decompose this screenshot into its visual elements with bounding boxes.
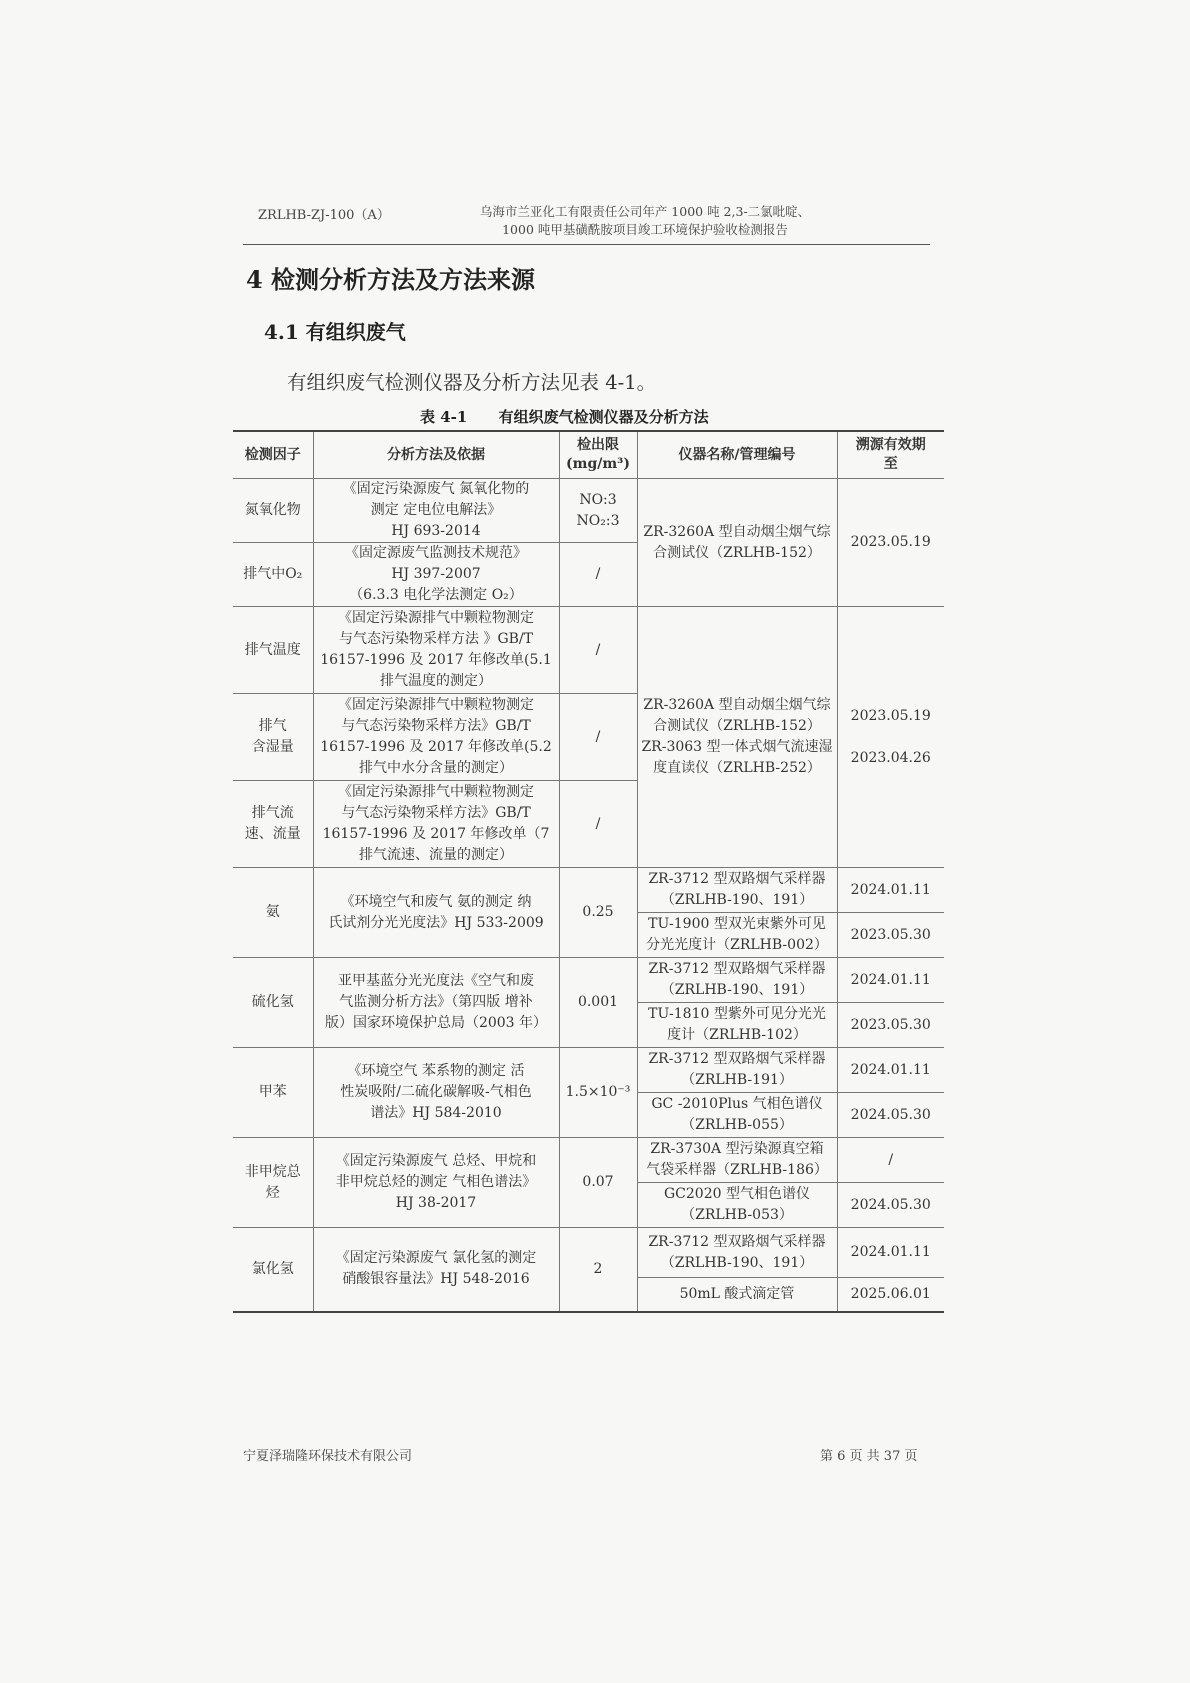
cell-factor: 甲苯 xyxy=(233,1048,313,1138)
cell-limit: 0.25 xyxy=(559,868,637,958)
table-row xyxy=(233,1048,944,1093)
cell-factor: 硫化氢 xyxy=(233,958,313,1048)
cell-method: 亚甲基蓝分光光度法《空气和废 气监测分析方法》（第四版 增补 版）国家环境保护总局（2003 年） xyxy=(313,958,559,1048)
cell-instrument: GC2020 型气相色谱仪 （ZRLHB-053） xyxy=(637,1183,837,1228)
header-method: 分析方法及依据 xyxy=(313,431,559,479)
cell-instrument: ZR-3260A 型自动烟尘烟气综 合测试仪（ZRLHB-152） ZR-3063 型一体式烟气流速湿 度直读仪（ZRLHB-252） xyxy=(637,607,837,868)
cell-method: 《固定污染源废气 总烃、甲烷和 非甲烷总烃的测定 气相色谱法》 HJ 38-2017 xyxy=(313,1138,559,1228)
table-row xyxy=(233,958,944,1003)
table-row xyxy=(233,479,944,543)
cell-method: 《环境空气 苯系物的测定 活 性炭吸附/二硫化碳解吸-气相色 谱法》HJ 584-2010 xyxy=(313,1048,559,1138)
report-header-title xyxy=(420,203,870,239)
cell-valid: 2024.01.11 xyxy=(837,1228,944,1278)
cell-limit: / xyxy=(559,781,637,868)
cell-valid: 2023.05.30 xyxy=(837,913,944,958)
header-title-line2: 1000 吨甲基磺酰胺项目竣工环境保护验收检测报告 xyxy=(502,222,788,237)
cell-method: 《固定污染源排气中颗粒物测定 与气态污染物采样方法 》GB/T 16157-1996 及 2017 年修改单(5.1 排气温度的测定） xyxy=(313,607,559,694)
cell-factor: 排气温度 xyxy=(233,607,313,694)
cell-valid: 2023.05.19 xyxy=(837,479,944,607)
header-valid: 溯源有效期 至 xyxy=(837,431,944,479)
table-row xyxy=(233,1138,944,1183)
cell-method: 《固定源废气监测技术规范》 HJ 397-2007 （6.3.3 电化学法测定 O₂） xyxy=(313,543,559,607)
cell-factor: 排气中O₂ xyxy=(233,543,313,607)
cell-factor: 氮氧化物 xyxy=(233,479,313,543)
header-limit: 检出限 (mg/m³) xyxy=(559,431,637,479)
table-caption xyxy=(420,406,709,427)
footer-company: 宁夏泽瑞隆环保技术有限公司 xyxy=(243,1449,413,1464)
cell-instrument: 50mL 酸式滴定管 xyxy=(637,1278,837,1312)
cell-factor: 氯化氢 xyxy=(233,1228,313,1312)
cell-limit: 0.07 xyxy=(559,1138,637,1228)
cell-limit: / xyxy=(559,694,637,781)
cell-limit: 0.001 xyxy=(559,958,637,1048)
cell-valid: 2024.05.30 xyxy=(837,1183,944,1228)
cell-instrument: TU-1810 型紫外可见分光光 度计（ZRLHB-102） xyxy=(637,1003,837,1048)
cell-valid: 2024.01.11 xyxy=(837,958,944,1003)
table-header-row xyxy=(233,431,944,479)
cell-factor: 非甲烷总 烃 xyxy=(233,1138,313,1228)
cell-valid: 2024.01.11 xyxy=(837,1048,944,1093)
table-row xyxy=(233,1228,944,1278)
cell-valid: 2023.05.30 xyxy=(837,1003,944,1048)
cell-method: 《固定污染源排气中颗粒物测定 与气态污染物采样方法》GB/T 16157-1996 及 2017 年修改单（7 排气流速、流量的测定） xyxy=(313,781,559,868)
cell-method: 《环境空气和废气 氨的测定 纳 氏试剂分光光度法》HJ 533-2009 xyxy=(313,868,559,958)
cell-limit: NO:3 NO₂:3 xyxy=(559,479,637,543)
cell-instrument: ZR-3712 型双路烟气采样器 （ZRLHB-190、191） xyxy=(637,868,837,913)
cell-instrument: ZR-3730A 型污染源真空箱 气袋采样器（ZRLHB-186） xyxy=(637,1138,837,1183)
cell-instrument: ZR-3712 型双路烟气采样器 （ZRLHB-191） xyxy=(637,1048,837,1093)
table-row xyxy=(233,868,944,913)
cell-method: 《固定污染源废气 氮氧化物的 测定 定电位电解法》 HJ 693-2014 xyxy=(313,479,559,543)
cell-valid: 2024.01.11 xyxy=(837,868,944,913)
cell-instrument: ZR-3712 型双路烟气采样器 （ZRLHB-190、191） xyxy=(637,958,837,1003)
cell-method: 《固定污染源排气中颗粒物测定 与气态污染物采样方法》GB/T 16157-1996 及 2017 年修改单(5.2 排气中水分含量的测定） xyxy=(313,694,559,781)
subsection-title: 4.1 有组织废气 xyxy=(264,320,406,344)
cell-instrument: ZR-3260A 型自动烟尘烟气综 合测试仪（ZRLHB-152） xyxy=(637,479,837,607)
cell-method: 《固定污染源废气 氯化氢的测定 硝酸银容量法》HJ 548-2016 xyxy=(313,1228,559,1312)
method-table xyxy=(233,430,944,1313)
footer-page-number: 第 6 页 共 37 页 xyxy=(820,1449,918,1464)
report-code: ZRLHB-ZJ-100（A） xyxy=(258,208,390,223)
cell-factor: 排气流 速、流量 xyxy=(233,781,313,868)
table-row xyxy=(233,607,944,694)
header-title-line1: 乌海市兰亚化工有限责任公司年产 1000 吨 2,3-二氯吡啶、 xyxy=(479,204,811,219)
cell-factor: 排气 含湿量 xyxy=(233,694,313,781)
cell-limit: 2 xyxy=(559,1228,637,1312)
section-title: 4 检测分析方法及方法来源 xyxy=(246,265,536,294)
header-rule xyxy=(243,244,930,245)
cell-valid: 2023.05.19 2023.04.26 xyxy=(837,607,944,868)
cell-valid: 2024.05.30 xyxy=(837,1093,944,1138)
table-number: 表 4-1 xyxy=(420,408,468,426)
cell-valid: / xyxy=(837,1138,944,1183)
cell-limit: / xyxy=(559,543,637,607)
cell-valid: 2025.06.01 xyxy=(837,1278,944,1312)
table-title: 有组织废气检测仪器及分析方法 xyxy=(498,408,709,426)
cell-factor: 氨 xyxy=(233,868,313,958)
cell-instrument: TU-1900 型双光束紫外可见 分光光度计（ZRLHB-002） xyxy=(637,913,837,958)
header-factor: 检测因子 xyxy=(233,431,313,479)
cell-instrument: ZR-3712 型双路烟气采样器 （ZRLHB-190、191） xyxy=(637,1228,837,1278)
intro-paragraph: 有组织废气检测仪器及分析方法见表 4-1。 xyxy=(287,371,657,394)
cell-limit: 1.5×10⁻³ xyxy=(559,1048,637,1138)
header-instrument: 仪器名称/管理编号 xyxy=(637,431,837,479)
cell-limit: / xyxy=(559,607,637,694)
cell-instrument: GC -2010Plus 气相色谱仪 （ZRLHB-055） xyxy=(637,1093,837,1138)
